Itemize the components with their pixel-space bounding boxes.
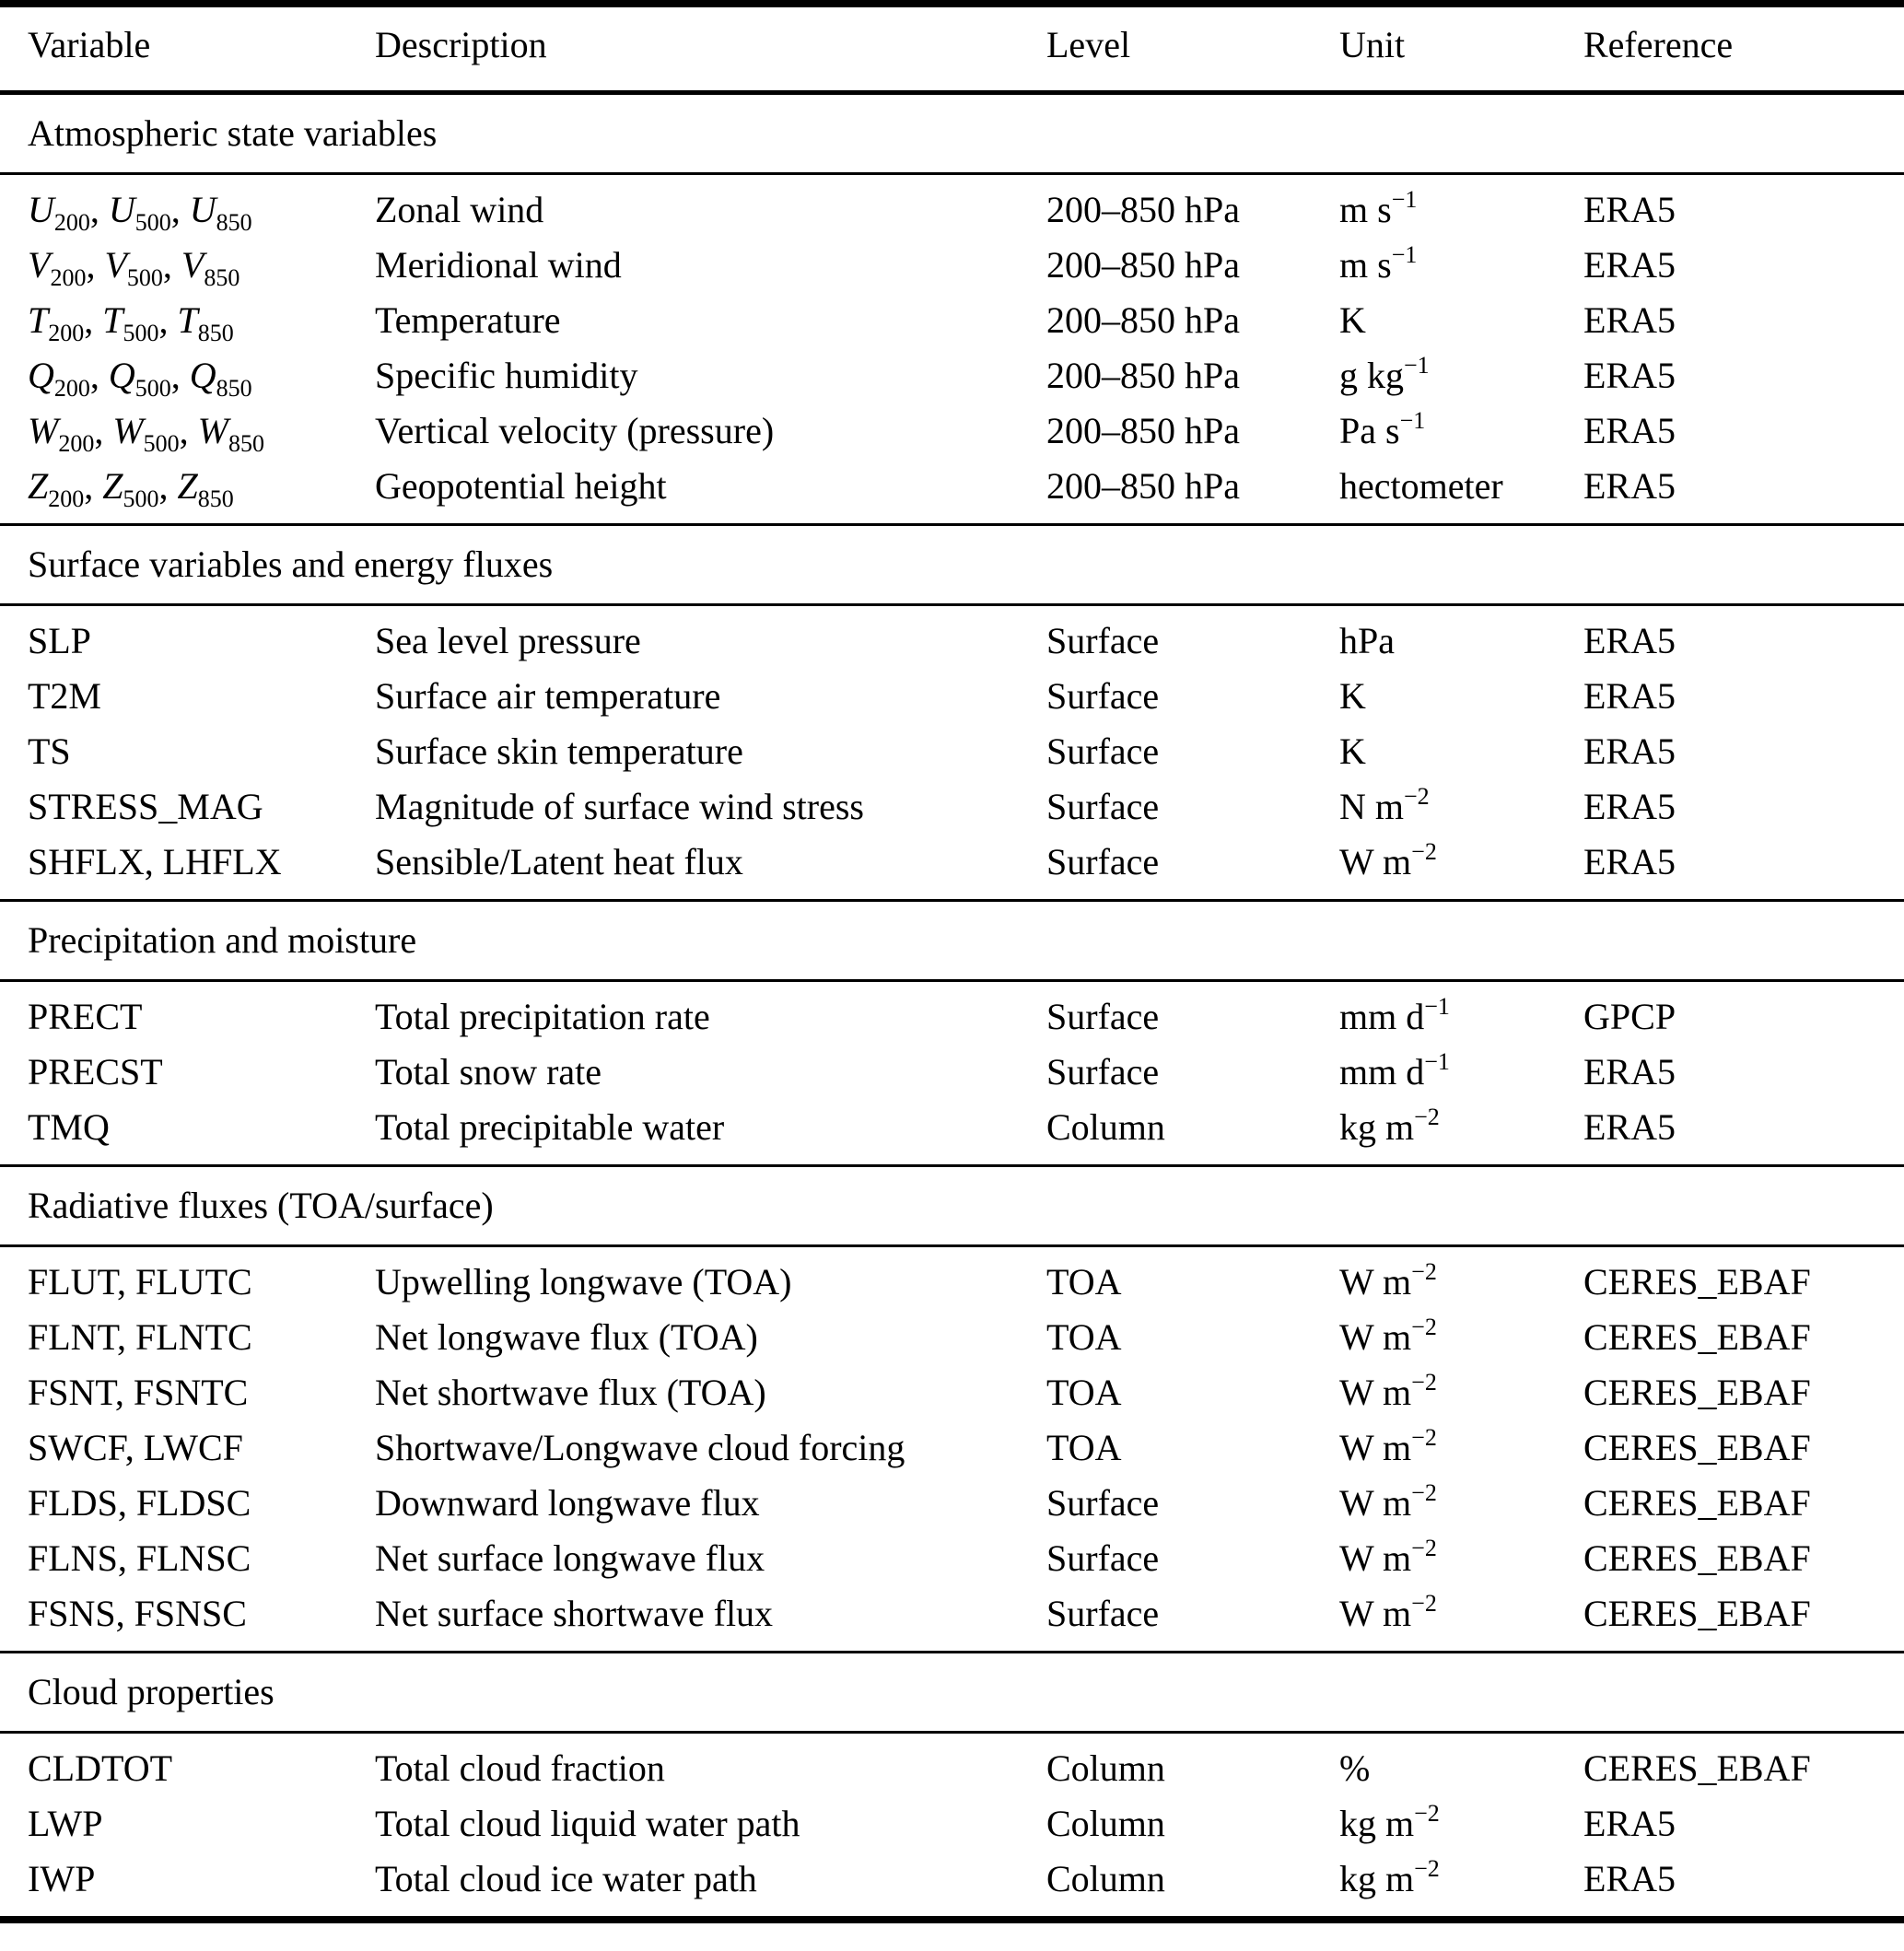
column-header-variable: Variable [28, 24, 151, 65]
description-cell: Total cloud fraction [375, 1747, 665, 1789]
section-header-row [0, 1653, 1904, 1733]
unit-cell: hPa [1339, 620, 1395, 661]
level-cell: Surface [1046, 841, 1160, 882]
level-cell: 200–850 hPa [1046, 410, 1240, 451]
section-title: Precipitation and moisture [0, 901, 1904, 981]
description-cell: Total cloud liquid water path [375, 1803, 800, 1844]
variable-cell: LWP [28, 1803, 103, 1844]
variable-cell: FSNS, FSNSC [28, 1593, 247, 1634]
reference-cell: GPCP [1583, 996, 1676, 1037]
description-cell: Total cloud ice water path [375, 1858, 757, 1899]
reference-cell: ERA5 [1583, 1106, 1676, 1148]
description-cell: Surface air temperature [375, 675, 721, 717]
unit-cell: mm $d^{-1}$ [1339, 993, 1450, 1037]
reference-cell: CERES_EBAF [1583, 1593, 1811, 1634]
table-row [0, 669, 1904, 724]
table-row [0, 981, 1904, 1046]
description-cell: Net longwave flux (TOA) [375, 1316, 758, 1358]
unit-cell: W $m^{-2}$ [1339, 1590, 1437, 1634]
variable-cell: T2M [28, 675, 101, 717]
level-cell: TOA [1046, 1372, 1122, 1413]
level-cell: 200–850 hPa [1046, 355, 1240, 396]
variable-cell: SHFLX, LHFLX [28, 841, 282, 882]
unit-cell: kg $m^{-2}$ [1339, 1800, 1440, 1844]
level-cell: Column [1046, 1803, 1165, 1844]
table-row [0, 238, 1904, 293]
description-cell: Shortwave/Longwave cloud forcing [375, 1427, 905, 1468]
level-cell: TOA [1046, 1427, 1122, 1468]
table-row [0, 1531, 1904, 1586]
unit-cell: W $m^{-2}$ [1339, 1424, 1437, 1468]
variable-cell: $Z_{200}$, $Z_{500}$, $Z_{850}$ [28, 465, 234, 512]
table-row [0, 1100, 1904, 1166]
variable-cell: FSNT, FSNTC [28, 1372, 249, 1413]
header-row [0, 4, 1904, 93]
level-cell: Surface [1046, 1051, 1160, 1092]
variable-cell: $W_{200}$, $W_{500}$, $W_{850}$ [28, 410, 264, 457]
level-cell: Surface [1046, 730, 1160, 772]
section-title: Radiative fluxes (TOA/surface) [0, 1166, 1904, 1246]
section-header-row [0, 93, 1904, 174]
table-row [0, 1476, 1904, 1531]
table-row [0, 348, 1904, 403]
reference-cell: ERA5 [1583, 675, 1676, 717]
reference-cell: ERA5 [1583, 730, 1676, 772]
description-cell: Sensible/Latent heat flux [375, 841, 743, 882]
table-row [0, 1310, 1904, 1365]
variable-cell: TS [28, 730, 71, 772]
reference-cell: ERA5 [1583, 410, 1676, 451]
table-section [0, 1653, 1904, 1921]
reference-cell: ERA5 [1583, 1803, 1676, 1844]
variable-cell: $V_{200}$, $V_{500}$, $V_{850}$ [28, 244, 240, 291]
reference-cell: CERES_EBAF [1583, 1316, 1811, 1358]
variable-cell: PRECST [28, 1051, 163, 1092]
unit-cell: W $m^{-2}$ [1339, 1314, 1437, 1358]
unit-cell: W $m^{-2}$ [1339, 1535, 1437, 1579]
section-header-row [0, 525, 1904, 605]
section-header-row [0, 1166, 1904, 1246]
reference-cell: ERA5 [1583, 786, 1676, 827]
description-cell: Sea level pressure [375, 620, 641, 661]
level-cell: 200–850 hPa [1046, 244, 1240, 286]
unit-cell: hectometer [1339, 465, 1503, 507]
level-cell: Column [1046, 1747, 1165, 1789]
unit-cell: K [1339, 299, 1366, 341]
unit-cell: kg $m^{-2}$ [1339, 1855, 1440, 1899]
unit-cell: mm $d^{-1}$ [1339, 1048, 1450, 1092]
unit-cell: m $s^{-1}$ [1339, 186, 1418, 230]
description-cell: Meridional wind [375, 244, 622, 286]
level-cell: 200–850 hPa [1046, 465, 1240, 507]
level-cell: Surface [1046, 620, 1160, 661]
unit-cell: N $m^{-2}$ [1339, 783, 1430, 827]
description-cell: Net shortwave flux (TOA) [375, 1372, 766, 1413]
variable-cell: TMQ [28, 1106, 110, 1148]
variable-cell: $U_{200}$, $U_{500}$, $U_{850}$ [28, 189, 252, 236]
description-cell: Total precipitation rate [375, 996, 710, 1037]
level-cell: Surface [1046, 786, 1160, 827]
variable-cell: FLUT, FLUTC [28, 1261, 252, 1303]
description-cell: Net surface shortwave flux [375, 1593, 774, 1634]
unit-cell: kg $m^{-2}$ [1339, 1104, 1440, 1148]
variable-cell: FLDS, FLDSC [28, 1482, 251, 1524]
table-row [0, 1852, 1904, 1920]
unit-cell: m $s^{-1}$ [1339, 241, 1418, 286]
description-cell: Temperature [375, 299, 561, 341]
level-cell: 200–850 hPa [1046, 189, 1240, 230]
variable-cell: FLNT, FLNTC [28, 1316, 252, 1358]
reference-cell: ERA5 [1583, 189, 1676, 230]
table-row [0, 293, 1904, 348]
description-cell: Vertical velocity (pressure) [375, 410, 775, 451]
variable-cell: PRECT [28, 996, 143, 1037]
level-cell: Column [1046, 1858, 1165, 1899]
level-cell: TOA [1046, 1261, 1122, 1303]
reference-cell: ERA5 [1583, 620, 1676, 661]
table-section [0, 1166, 1904, 1653]
variable-cell: IWP [28, 1858, 96, 1899]
column-header-level: Level [1046, 24, 1131, 65]
table-row [0, 1045, 1904, 1100]
description-cell: Specific humidity [375, 355, 638, 396]
unit-cell: g $kg^{-1}$ [1339, 352, 1430, 396]
table-head [0, 4, 1904, 93]
reference-cell: CERES_EBAF [1583, 1261, 1811, 1303]
table-section [0, 901, 1904, 1166]
table-row [0, 1586, 1904, 1653]
unit-cell: W $m^{-2}$ [1339, 1479, 1437, 1524]
unit-cell: % [1339, 1747, 1371, 1789]
reference-cell: CERES_EBAF [1583, 1747, 1811, 1789]
table-row [0, 1420, 1904, 1476]
section-title: Atmospheric state variables [0, 93, 1904, 174]
table-row [0, 835, 1904, 901]
table-row [0, 605, 1904, 670]
level-cell: Surface [1046, 675, 1160, 717]
variable-cell: $T_{200}$, $T_{500}$, $T_{850}$ [28, 299, 234, 346]
reference-cell: ERA5 [1583, 465, 1676, 507]
level-cell: 200–850 hPa [1046, 299, 1240, 341]
reference-cell: CERES_EBAF [1583, 1482, 1811, 1524]
table-row [0, 459, 1904, 525]
description-cell: Total precipitable water [375, 1106, 725, 1148]
level-cell: Surface [1046, 1593, 1160, 1634]
unit-cell: Pa $s^{-1}$ [1339, 407, 1426, 451]
table-row [0, 724, 1904, 779]
table-section [0, 525, 1904, 901]
variable-cell: SLP [28, 620, 91, 661]
reference-cell: ERA5 [1583, 355, 1676, 396]
description-cell: Net surface longwave flux [375, 1537, 765, 1579]
reference-cell: ERA5 [1583, 841, 1676, 882]
column-header-reference: Reference [1583, 24, 1734, 65]
variable-cell: FLNS, FLNSC [28, 1537, 251, 1579]
section-header-row [0, 901, 1904, 981]
level-cell: TOA [1046, 1316, 1122, 1358]
section-title: Surface variables and energy fluxes [0, 525, 1904, 605]
description-cell: Zonal wind [375, 189, 544, 230]
table-row [0, 1796, 1904, 1852]
reference-cell: ERA5 [1583, 1051, 1676, 1092]
reference-cell: ERA5 [1583, 244, 1676, 286]
reference-cell: CERES_EBAF [1583, 1372, 1811, 1413]
column-header-description: Description [375, 24, 547, 65]
unit-cell: W $m^{-2}$ [1339, 1369, 1437, 1413]
reference-cell: CERES_EBAF [1583, 1537, 1811, 1579]
table-row [0, 1365, 1904, 1420]
description-cell: Surface skin temperature [375, 730, 743, 772]
level-cell: Surface [1046, 996, 1160, 1037]
reference-cell: CERES_EBAF [1583, 1427, 1811, 1468]
unit-cell: W $m^{-2}$ [1339, 838, 1437, 882]
level-cell: Surface [1046, 1482, 1160, 1524]
description-cell: Total snow rate [375, 1051, 602, 1092]
table-row [0, 403, 1904, 459]
variable-cell: CLDTOT [28, 1747, 173, 1789]
table-section [0, 93, 1904, 525]
level-cell: Column [1046, 1106, 1165, 1148]
description-cell: Magnitude of surface wind stress [375, 786, 864, 827]
column-header-unit: Unit [1339, 24, 1406, 65]
variable-cell: SWCF, LWCF [28, 1427, 243, 1468]
variable-cell: STRESS_MAG [28, 786, 263, 827]
table-row [0, 1246, 1904, 1311]
variable-cell: $Q_{200}$, $Q_{500}$, $Q_{850}$ [28, 355, 252, 402]
reference-cell: ERA5 [1583, 299, 1676, 341]
unit-cell: K [1339, 675, 1366, 717]
unit-cell: W $m^{-2}$ [1339, 1258, 1437, 1303]
table-row [0, 779, 1904, 835]
level-cell: Surface [1046, 1537, 1160, 1579]
section-title: Cloud properties [0, 1653, 1904, 1733]
unit-cell: K [1339, 730, 1366, 772]
table-row [0, 174, 1904, 239]
description-cell: Upwelling longwave (TOA) [375, 1261, 792, 1303]
description-cell: Downward longwave flux [375, 1482, 760, 1524]
table-row [0, 1733, 1904, 1797]
description-cell: Geopotential height [375, 465, 667, 507]
reference-cell: ERA5 [1583, 1858, 1676, 1899]
